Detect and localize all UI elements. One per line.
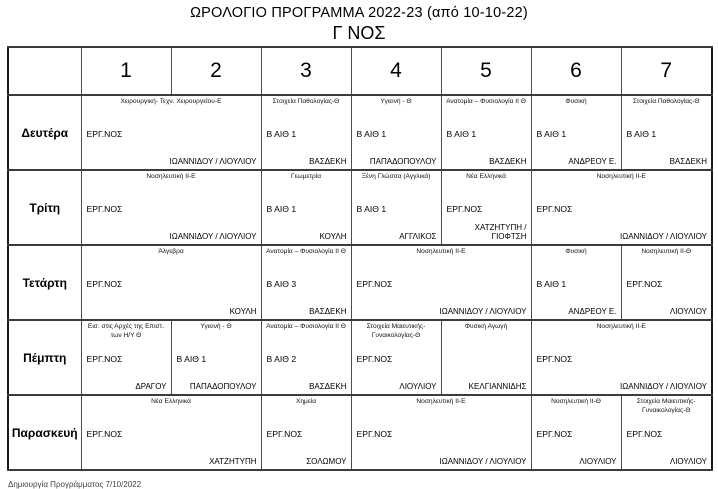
day-label: Τρίτη — [8, 170, 81, 245]
lesson-cell — [621, 95, 712, 170]
timetable — [7, 46, 713, 471]
cell-teacher: ΚΟΥΛΗ — [229, 307, 257, 317]
cell-room: Β ΑΙΘ 1 — [446, 129, 477, 140]
cell-subject: Νοσηλευτική ΙΙ-Ε — [416, 398, 466, 406]
cell-subject: Νέα Ελληνικά — [466, 173, 506, 181]
cell-teacher: ΛΙΟΥΛΙΟΥ — [579, 457, 617, 467]
cell-subject: Υγιεινή - Θ — [200, 323, 232, 331]
cell-subject: Στοιχεία Παθολογίας-Θ — [272, 98, 340, 106]
cell-room: ΕΡΓ.ΝΟΣ — [626, 429, 663, 440]
cell-room: ΕΡΓ.ΝΟΣ — [86, 129, 123, 140]
page-title: ΩΡΟΛΟΓΙΟ ΠΡΟΓΡΑΜΜΑ 2022-23 (από 10-10-22) — [190, 5, 528, 21]
cell-subject: Φυσική Αγωγή — [464, 323, 508, 331]
lesson-cell — [171, 320, 261, 395]
period-header: 5 — [441, 47, 531, 95]
lesson-cell — [261, 95, 351, 170]
cell-subject: Χειρουργική- Τεχν. Χειρουργείου-Ε — [120, 98, 222, 106]
cell-teacher: ΙΩΑΝΝΙΔΟΥ / ΛΙΟΥΛΙΟΥ — [619, 382, 707, 392]
cell-room: ΕΡΓ.ΝΟΣ — [86, 204, 123, 215]
cell-teacher: ΛΙΟΥΛΙΟΥ — [669, 457, 707, 467]
lesson-cell — [621, 395, 712, 470]
timetable-row — [8, 245, 712, 320]
period-header: 1 — [81, 47, 171, 95]
footer-note: Δημιουργία Προγράμματος 7/10/2022 — [8, 480, 142, 489]
cell-subject: Ανατομία – Φυσιολογία ΙΙ Θ — [266, 248, 346, 256]
cell-room: Β ΑΙΘ 1 — [536, 279, 567, 290]
cell-teacher: ΒΑΣΔΕΚΗ — [489, 157, 527, 167]
cell-room: Β ΑΙΘ 1 — [356, 204, 387, 215]
lesson-cell — [261, 170, 351, 245]
cell-room: Β ΑΙΘ 1 — [536, 129, 567, 140]
day-label: Παρασκευή — [8, 395, 81, 470]
cell-teacher: ΒΑΣΔΕΚΗ — [309, 307, 347, 317]
cell-room: Β ΑΙΘ 1 — [266, 204, 297, 215]
cell-teacher: ΒΑΣΔΕΚΗ — [309, 382, 347, 392]
cell-subject: Ανατομία – Φυσιολογία ΙΙ Θ — [266, 323, 346, 331]
period-header: 4 — [351, 47, 441, 95]
cell-subject: Γεωμετρία — [290, 173, 322, 181]
cell-teacher: ΠΑΠΑΔΟΠΟΥΛΟΥ — [189, 382, 257, 392]
lesson-cell — [261, 245, 351, 320]
cell-subject: Νέα Ελληνικά — [151, 398, 191, 406]
cell-teacher: ΙΩΑΝΝΙΔΟΥ / ΛΙΟΥΛΙΟΥ — [169, 232, 257, 242]
cell-room: Β ΑΙΘ 1 — [356, 129, 387, 140]
day-label: Πέμπτη — [8, 320, 81, 395]
cell-subject: Εισ. στις Αρχές της Επιστ. των Η/Υ Θ — [87, 323, 165, 340]
lesson-cell — [531, 245, 621, 320]
cell-subject: Φυσική — [565, 248, 587, 256]
cell-teacher: ΙΩΑΝΝΙΔΟΥ / ΛΙΟΥΛΙΟΥ — [169, 157, 257, 167]
cell-subject: Υγιεινή - Θ — [380, 98, 412, 106]
period-header: 6 — [531, 47, 621, 95]
cell-room: ΕΡΓ.ΝΟΣ — [356, 279, 393, 290]
cell-teacher: ΑΓΓΛΙΚΟΣ — [399, 232, 437, 242]
timetable-row — [8, 320, 712, 395]
corner-cell — [8, 47, 81, 95]
lesson-cell — [81, 395, 261, 470]
cell-teacher: ΚΟΥΛΗ — [319, 232, 347, 242]
cell-subject: Νοσηλευτική ΙΙ-Ε — [596, 173, 646, 181]
timetable-row — [8, 170, 712, 245]
cell-subject: Φυσική — [565, 98, 587, 106]
cell-subject: Ανατομία – Φυσιολογία ΙΙ Θ — [446, 98, 526, 106]
cell-room: ΕΡΓ.ΝΟΣ — [446, 204, 483, 215]
lesson-cell — [81, 95, 261, 170]
period-header: 7 — [621, 47, 712, 95]
cell-subject: Νοσηλευτική ΙΙ-Θ — [641, 248, 692, 256]
lesson-cell — [351, 170, 441, 245]
timetable-row — [8, 95, 712, 170]
day-label: Δευτέρα — [8, 95, 81, 170]
cell-teacher: ΧΑΤΖΗΤΥΠΗ / ΓΙΟΦΤΣΗ — [474, 223, 527, 242]
cell-subject: Στοιχεία Μαιευτικής-Γυναικολογίας-Θ — [636, 398, 696, 415]
lesson-cell — [351, 95, 441, 170]
page-header — [0, 0, 718, 43]
cell-room: Β ΑΙΘ 2 — [266, 354, 297, 365]
cell-subject: Νοσηλευτική ΙΙ-Ε — [416, 248, 466, 256]
cell-teacher: ΛΙΟΥΛΙΟΥ — [669, 307, 707, 317]
cell-room: ΕΡΓ.ΝΟΣ — [86, 354, 123, 365]
page-subtitle: Γ ΝΟΣ — [332, 22, 386, 43]
lesson-cell — [81, 320, 171, 395]
day-label: Τετάρτη — [8, 245, 81, 320]
cell-room: Β ΑΙΘ 3 — [266, 279, 297, 290]
cell-room: ΕΡΓ.ΝΟΣ — [266, 429, 303, 440]
cell-teacher: ΒΑΣΔΕΚΗ — [309, 157, 347, 167]
lesson-cell — [441, 95, 531, 170]
lesson-cell — [441, 320, 531, 395]
cell-teacher: ΙΩΑΝΝΙΔΟΥ / ΛΙΟΥΛΙΟΥ — [439, 457, 527, 467]
lesson-cell — [81, 245, 261, 320]
cell-room: ΕΡΓ.ΝΟΣ — [626, 279, 663, 290]
cell-room: ΕΡΓ.ΝΟΣ — [86, 429, 123, 440]
period-header: 2 — [171, 47, 261, 95]
cell-teacher: ΛΙΟΥΛΙΟΥ — [399, 382, 437, 392]
cell-teacher: ΠΑΠΑΔΟΠΟΥΛΟΥ — [369, 157, 437, 167]
cell-subject: Νοσηλευτική ΙΙ-Ε — [146, 173, 196, 181]
cell-teacher: ΧΑΤΖΗΤΥΠΗ — [209, 457, 257, 467]
cell-room: Β ΑΙΘ 1 — [266, 129, 297, 140]
lesson-cell — [351, 395, 531, 470]
lesson-cell — [261, 395, 351, 470]
cell-subject: Νοσηλευτική ΙΙ-Θ — [551, 398, 601, 406]
lesson-cell — [261, 320, 351, 395]
lesson-cell — [531, 395, 621, 470]
cell-subject: Στοιχεία Παθολογίας-Θ — [632, 98, 700, 106]
lesson-cell — [81, 170, 261, 245]
cell-teacher: ΑΝΔΡΕΟΥ Ε. — [568, 157, 617, 167]
cell-room: ΕΡΓ.ΝΟΣ — [86, 279, 123, 290]
cell-subject: Ξένη Γλώσσα (Αγγλικά) — [361, 173, 431, 181]
timetable-body — [8, 95, 712, 470]
lesson-cell — [621, 245, 712, 320]
cell-teacher: ΚΕΛΓΙΑΝΝΙΔΗΣ — [468, 382, 527, 392]
cell-teacher: ΙΩΑΝΝΙΔΟΥ / ΛΙΟΥΛΙΟΥ — [439, 307, 527, 317]
lesson-cell — [351, 320, 441, 395]
cell-room: ΕΡΓ.ΝΟΣ — [356, 429, 393, 440]
timetable-row — [8, 395, 712, 470]
cell-teacher: ΔΡΑΓΟΥ — [135, 382, 167, 392]
cell-subject: Άλγεβρα — [158, 248, 184, 256]
cell-teacher: ΒΑΣΔΕΚΗ — [669, 157, 707, 167]
lesson-cell — [441, 170, 531, 245]
cell-subject: Στοιχεία Μαιευτικής-Γυναικολογίας-Θ — [366, 323, 426, 340]
cell-room: Β ΑΙΘ 1 — [626, 129, 657, 140]
cell-room: ΕΡΓ.ΝΟΣ — [536, 204, 573, 215]
period-header-row — [8, 47, 712, 95]
cell-room: Β ΑΙΘ 1 — [176, 354, 207, 365]
period-header: 3 — [261, 47, 351, 95]
cell-room: ΕΡΓ.ΝΟΣ — [536, 429, 573, 440]
cell-teacher: ΙΩΑΝΝΙΔΟΥ / ΛΙΟΥΛΙΟΥ — [619, 232, 707, 242]
lesson-cell — [531, 95, 621, 170]
lesson-cell — [531, 320, 712, 395]
lesson-cell — [531, 170, 712, 245]
cell-room: ΕΡΓ.ΝΟΣ — [356, 354, 393, 365]
cell-teacher: ΑΝΔΡΕΟΥ Ε. — [568, 307, 617, 317]
cell-room: ΕΡΓ.ΝΟΣ — [536, 354, 573, 365]
cell-teacher: ΣΟΛΩΜΟΥ — [306, 457, 347, 467]
lesson-cell — [351, 245, 531, 320]
cell-subject: Χημεία — [295, 398, 317, 406]
cell-subject: Νοσηλευτική ΙΙ-Ε — [596, 323, 646, 331]
